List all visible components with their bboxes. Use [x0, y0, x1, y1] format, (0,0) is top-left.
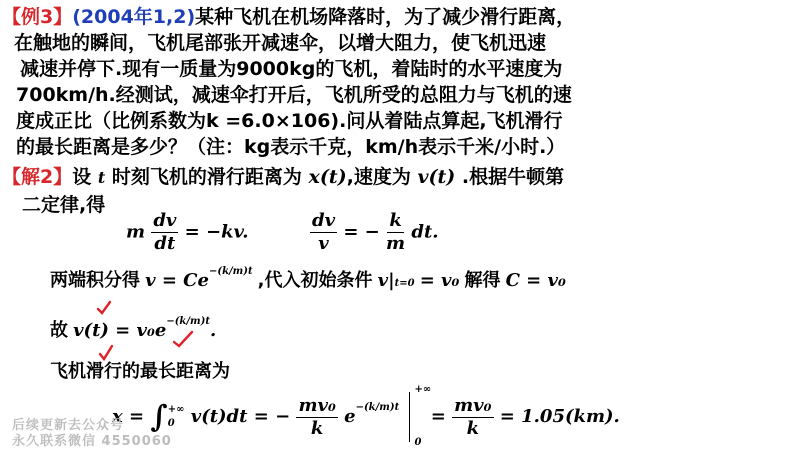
problem-line-5	[16, 108, 563, 134]
eq2-eq: = −	[343, 221, 380, 243]
integral-upper: +∞	[167, 404, 185, 415]
so-label: 故	[50, 320, 68, 341]
evaluation-bar	[409, 384, 432, 448]
eq2-m: m	[386, 233, 406, 254]
final-eq2: =	[430, 406, 446, 427]
eq1-fraction	[151, 210, 178, 255]
particular-end: .	[209, 320, 217, 341]
initial-condition: v|	[377, 270, 395, 291]
solution-intro-d: .根据牛顿第	[461, 166, 565, 188]
eq2-den: v	[318, 233, 329, 254]
eq2-k-over-m	[386, 210, 405, 255]
eq2-fraction	[310, 210, 337, 255]
general-exponent: −(k/m)t	[208, 266, 253, 277]
year-tag: (2004年1,2)	[72, 6, 196, 28]
max-distance-label: 飞机滑行的最长距离为	[50, 361, 230, 382]
eq2-num: dv	[312, 210, 336, 231]
final-x: x =	[112, 406, 145, 427]
final-den2: k	[466, 417, 480, 439]
solution-intro-b: 时刻飞机的滑行距离为	[111, 166, 302, 188]
final-e: e	[344, 406, 356, 427]
watermark-line-2: 永久联系微信 4550060	[12, 434, 172, 449]
x-of-t: x(t)	[308, 166, 347, 188]
eq2-k: k	[389, 210, 402, 231]
problem-line-6: 的最长距离是多少？（注：kg表示千克，km/h表示千米/小时.）	[16, 136, 566, 158]
check-mark-icon	[172, 330, 194, 348]
c-value: C = v₀	[505, 270, 566, 291]
final-fraction-2	[452, 395, 493, 440]
eq1-rhs: = −kv.	[184, 221, 249, 243]
solution-line-1	[2, 164, 564, 191]
integral-lower: 0	[167, 418, 175, 429]
integral-sign: ∫	[150, 399, 168, 435]
watermark-line-1: 后续更新去公众号	[12, 418, 125, 433]
eval-lower: 0	[414, 437, 422, 448]
particular-exponent: −(k/m)t	[166, 316, 210, 327]
problem-k-value: k =6.0×106).问从着陆点算起,飞机滑行	[206, 110, 563, 132]
solve-label: 解得	[464, 270, 501, 291]
integration-line	[50, 266, 566, 292]
problem-text-5: 度成正比（比例系数为	[16, 110, 207, 132]
final-num2: mv₀	[454, 394, 492, 416]
solution-line-2: 二定律,得	[22, 194, 106, 216]
final-equation	[112, 384, 620, 448]
initial-subscript: t=0	[394, 278, 415, 289]
eq1-m: m	[126, 221, 146, 243]
solution-tag: 【解2】	[2, 166, 73, 188]
final-exponent: −(k/m)t	[355, 402, 400, 413]
final-fraction-1	[296, 395, 337, 440]
eq1-num: dv	[153, 210, 177, 231]
final-integrand: v(t)dt = −	[190, 406, 291, 427]
equation-newton	[126, 210, 248, 255]
integral-limits	[168, 403, 185, 431]
equation-separated	[310, 210, 439, 255]
final-num1: mv₀	[298, 394, 336, 416]
particular-solution: v(t) = v₀e	[73, 320, 167, 341]
solution-intro-a: 设	[72, 166, 92, 188]
problem-line-4: 700km/h.经测试，减速伞打开后，飞机所受的总阻力与飞机的速	[16, 84, 572, 106]
final-result: = 1.05(km).	[499, 406, 620, 427]
general-solution: v = Ce	[145, 270, 209, 291]
var-t: t	[97, 168, 106, 187]
solution-intro-c: ,速度为	[346, 166, 411, 188]
problem-line-2: 在触地的瞬间，飞机尾部张开减速伞，以增大阻力，使飞机迅速	[14, 32, 547, 54]
example-tag: 【例3】	[2, 6, 73, 28]
problem-line-1	[2, 4, 575, 30]
integrate-label: 两端积分得	[50, 270, 140, 291]
problem-text-1: 某种飞机在机场降落时，为了减少滑行距离，	[195, 6, 576, 28]
v-of-t: v(t)	[417, 166, 456, 188]
eq2-tail: dt.	[411, 221, 439, 243]
final-den1: k	[310, 417, 324, 439]
check-mark-icon	[96, 300, 112, 316]
problem-line-3: 减速并停下.现有一质量为9000kg的飞机，着陆时的水平速度为	[20, 58, 563, 80]
eq1-den: dt	[154, 233, 176, 254]
initial-label: ,代入初始条件	[257, 270, 373, 291]
eval-upper: +∞	[414, 384, 432, 395]
initial-rhs: = v₀	[419, 270, 460, 291]
